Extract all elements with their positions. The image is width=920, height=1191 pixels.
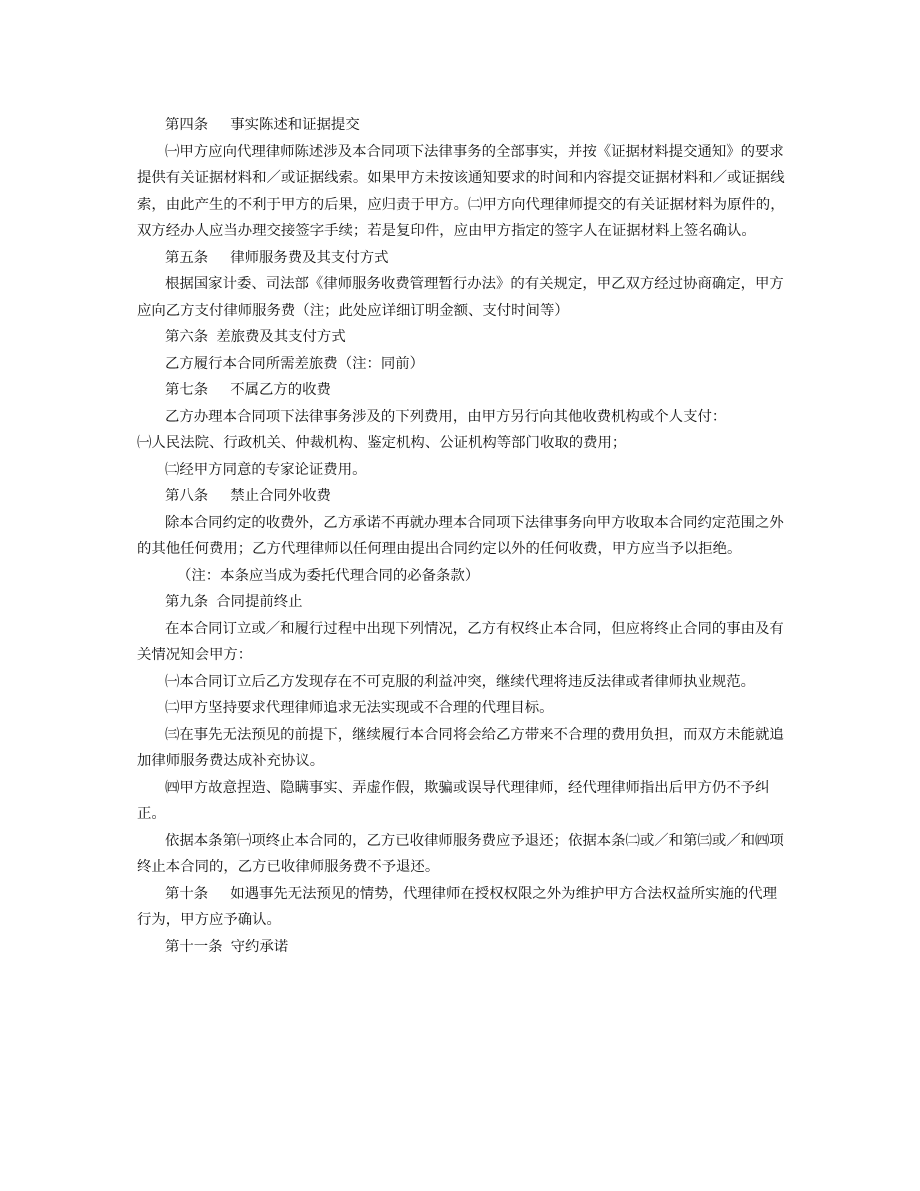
article-9-heading	[137, 589, 789, 616]
article-number: 第九条	[165, 594, 209, 610]
paragraph: ㈠本合同订立后乙方发现存在不可克服的利益冲突，继续代理将违反法律或者律师执业规范。	[165, 673, 756, 690]
article-title: 事实陈述和证据提交	[230, 117, 360, 133]
article-number: 第十条	[165, 885, 209, 902]
article-number: 第四条	[165, 117, 209, 133]
paragraph: ㈡经甲方同意的专家论证费用。	[165, 461, 367, 478]
article-7-heading	[137, 377, 789, 404]
paragraph: 乙方履行本合同所需差旅费（注：同前）	[165, 355, 425, 372]
paragraph: ㈢在事先无法预见的前提下，继续履行本合同将会给乙方带来不合理的费用负担，而双方未能就追加律师服务费达成补充协议。	[137, 726, 784, 769]
article-5-heading	[137, 245, 789, 272]
document-body	[137, 112, 789, 960]
article-number: 第十一条	[165, 938, 223, 955]
paragraph: ㈠人民法院、行政机关、仲裁机构、鉴定机构、公证机构等部门收取的费用；	[137, 435, 627, 451]
article-number: 第五条	[165, 249, 209, 266]
article-title: 律师服务费及其支付方式	[230, 249, 389, 266]
paragraph: ㈣甲方故意捏造、隐瞒事实、弄虚作假，欺骗或误导代理律师，经代理律师指出后甲方仍不予纠正。	[137, 779, 770, 822]
article-6-heading	[137, 324, 789, 351]
article-number: 第七条	[165, 382, 209, 398]
article-number: 第六条	[165, 329, 209, 345]
paragraph: ㈡甲方坚持要求代理律师追求无法实现或不合理的代理目标。	[165, 700, 554, 716]
paragraph: 根据国家计委、司法部《律师服务收费管理暂行办法》的有关规定，甲乙双方经过协商确定，甲方应向乙方支付律师服务费（注；此处应详细订明金额、支付时间等）	[137, 276, 784, 319]
article-title: 合同提前终止	[216, 594, 303, 610]
paragraph: 在本合同订立或／和履行过程中出现下列情况，乙方有权终止本合同，但应将终止合同的事由及有关情况知会甲方：	[137, 620, 784, 663]
article-title: 差旅费及其支付方式	[216, 329, 346, 345]
paragraph-text: 如遇事先无法预见的情势，代理律师在授权权限之外为维护甲方合法权益所实施的代理行为，甲方应予确认。	[137, 885, 778, 928]
article-8-heading	[137, 483, 789, 510]
article-title: 不属乙方的收费	[230, 382, 331, 398]
article-title: 禁止合同外收费	[230, 488, 331, 504]
note: （注：本条应当成为委托代理合同的必备条款）	[177, 567, 480, 584]
article-number: 第八条	[165, 488, 209, 504]
paragraph: 依据本条第㈠项终止本合同的，乙方已收律师服务费应予退还；依据本条㈡或／和第㈢或／和㈣项终止本合同的，乙方已收律师服务费不予退还。	[137, 832, 784, 875]
article-11-heading	[137, 934, 789, 961]
article-10-paragraph	[137, 881, 789, 934]
article-title: 守约承诺	[230, 938, 289, 955]
paragraph: 除本合同约定的收费外，乙方承诺不再就办理本合同项下法律事务向甲方收取本合同约定范围之外的其他任何费用；乙方代理律师以任何理由提出合同约定以外的任何收费，甲方应当予以拒绝。	[137, 514, 784, 557]
paragraph: ㈠甲方应向代理律师陈述涉及本合同项下法律事务的全部事实，并按《证据材料提交通知》的要求提供有关证据材料和／或证据线索。如果甲方未按该通知要求的时间和内容提交证据材料和／或证据线索，由此产生的不利于甲方的后果，应归责于甲方。㈡甲方向代理律师提交的有关证据材料为原件的，双方经办人应当办理交接签字手续；若是复印件，应由甲方指定的签字人在证据材料上签名确认。	[137, 143, 785, 239]
article-4-heading	[137, 112, 789, 139]
paragraph: 乙方办理本合同项下法律事务涉及的下列费用，由甲方另行向其他收费机构或个人支付：	[165, 408, 727, 425]
